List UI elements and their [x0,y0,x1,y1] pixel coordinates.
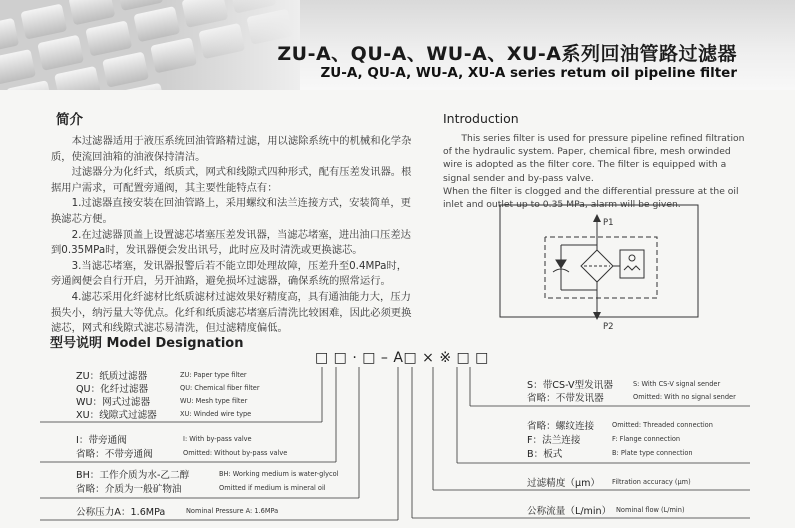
model-row-en: S: With CS-V signal sender [633,380,721,388]
model-row-en: Filtration accuracy (μm) [612,478,691,486]
model-row: XU：线隙式过滤器 [76,410,157,421]
intro-en-body [443,132,748,211]
model-row: F：法兰连接 [527,435,581,446]
intro-cn-body [51,134,416,337]
intro-cn-paragraph: 1.过滤器直接安装在回油管路上，采用螺纹和法兰连接方式，安装简单，更换滤芯方便。 [51,197,411,225]
intro-cn-paragraph: 过滤器分为化纤式，纸质式，网式和线隙式四种形式，配有压差发讯器。根据用户需求，可配置旁通阀，其主要性能特点有： [51,166,412,194]
port-p2-label: P2 [603,322,614,332]
intro-en-paragraph: When the filter is clogged and the differential pressure at the oil inlet and outlet up to 0.35 MPa, alarm will be given. [443,185,739,211]
model-row-en: BH: Working medium is water-glycol [219,470,339,478]
intro-en-heading: Introduction [443,111,519,126]
model-row-en: Nominal Pressure A: 1.6MPa [186,507,279,515]
intro-cn-paragraph: 3.当滤芯堵塞，发讯器报警后若不能立即处理故障，压差升至0.4MPa时，旁通阀便会自行开启，另开油路，避免损坏过滤器，确保系统的照常运行。 [51,259,408,288]
intro-cn-heading: 简介 [56,112,83,128]
model-row-en: F: Flange connection [612,435,681,443]
title-chinese: ZU-A、QU-A、WU-A、XU-A系列回油管路过滤器 [277,43,737,65]
model-row: 省略：不带发讯器 [527,393,604,404]
model-row: 公称流量（L/min） [527,506,612,517]
model-row-en: XU: Winded wire type [180,410,252,418]
model-row: 省略：介质为一般矿物油 [76,484,182,495]
model-row: BH：工作介质为水-乙二醇 [76,470,190,481]
model-row: S：带CS-V型发讯器 [527,380,613,391]
model-row: ZU：纸质过滤器 [76,371,148,382]
intro-en-paragraph: This series filter is used for pressure pipeline refined filtration of the hydraulic system. Paper, chemical fibre, mesh orwinded wire is adopted as the filter core. The filter is equipped with a signal sender and by-pass valve. [443,133,745,184]
model-code: □ □ · □ – A□ × ※ □ □ [315,350,489,366]
intro-cn-paragraph: 本过滤器适用于液压系统回油管路精过滤，用以滤除系统中的机械和化学杂质，使流回油箱的油液保持清洁。 [51,135,412,163]
model-row: 省略：螺纹连接 [527,421,595,432]
model-heading: 型号说明 Model Designation [50,336,244,351]
keyboard-photo-icon [0,0,300,90]
model-row: 省略：不带旁通阀 [76,449,153,460]
model-row: 过滤精度（μm） [527,478,601,489]
model-row-en: QU: Chemical fiber filter [180,384,260,392]
model-row-en: WU: Mesh type filter [180,397,248,405]
title-english: ZU-A, QU-A, WU-A, XU-A series retum oil pipeline filter [320,65,737,81]
model-row-en: I: With by-pass valve [183,435,252,443]
model-row: 公称压力A：1.6MPa [76,507,166,518]
intro-cn-paragraph: 2.在过滤器顶盖上设置滤芯堵塞压差发讯器，当滤芯堵塞，进出油口压差达到0.35MPa时，发讯器便会发出讯号，此时应及时清洗或更换滤芯。 [51,228,411,257]
model-row-en: B: Plate type connection [612,449,693,457]
model-row: B：板式 [527,449,563,460]
port-p1-label: P1 [603,218,614,228]
model-row-en: Omitted if medium is mineral oil [219,484,326,492]
intro-cn-paragraph: 4.滤芯采用化纤滤材比纸质滤材过滤效果好精度高，具有通油能力大，压力损失小，纳污量大等优点。化纤和纸质滤芯堵塞后清洗比较困难，因此必须更换滤芯，网式和线隙式滤芯易清洗，但过滤精度偏低。 [51,290,412,335]
model-row-en: Nominal flow (L/min) [616,506,685,514]
model-row-en: ZU: Paper type filter [180,371,247,379]
model-row-en: Omitted: Without by-pass valve [183,449,288,457]
model-row: QU：化纤过滤器 [76,384,149,395]
page-header [0,0,795,90]
model-row: WU：网式过滤器 [76,397,151,408]
model-row-en: Omitted: Threaded connection [612,421,713,429]
model-row-en: Omitted: With no signal sender [633,393,736,401]
model-row: I：带旁通阀 [76,435,127,446]
